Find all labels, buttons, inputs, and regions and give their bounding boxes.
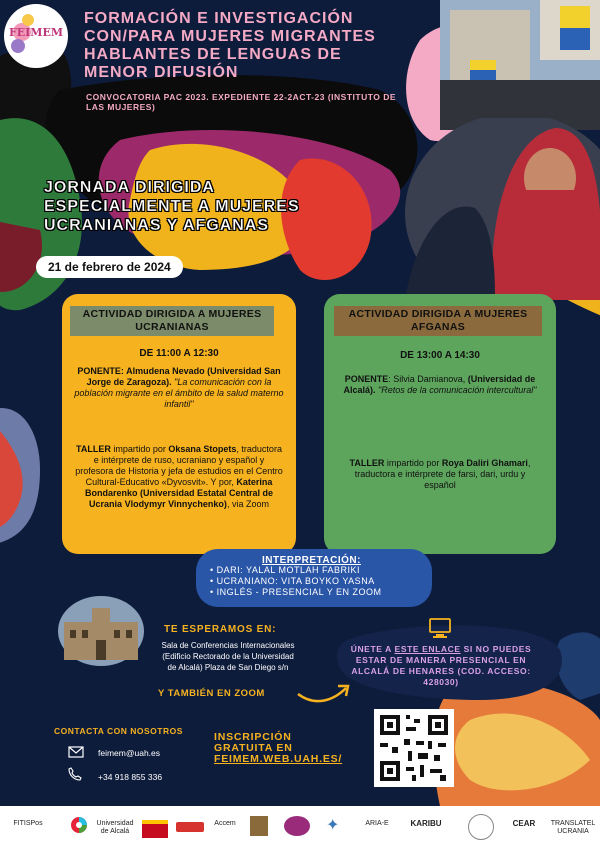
building-photo [58,596,144,666]
taller-person-2: Katerina Bondarenko (Universidad Estatal Central de Ucrania Vlodymyr Vinnychenko) [84,477,274,509]
registration-link[interactable]: FEIMEM.WEB.UAH.ES/ [214,753,343,765]
ponente-name: : Silvia Damianova, [388,374,468,384]
interpretation-box [196,549,432,607]
ponente-label: PONENTE [77,366,121,376]
activity-time: DE 11:00 A 12:30 [139,348,219,359]
zoom-note: Y TAMBIÉN EN ZOOM [158,688,265,699]
taller-label: TALLER [349,458,385,468]
zoom-link[interactable]: ESTE ENLACE [394,644,461,654]
logo-text: FEIMEM [8,26,64,39]
sdg-wheel-icon [70,816,88,834]
event-headline: JORNADA DIRIGIDA ESPECIALMENTE A MUJERES UCRANIANAS Y AFGANAS [44,179,300,234]
partner-logo [250,816,268,836]
activity-time: DE 13:00 A 14:30 [400,350,480,361]
venue-heading: TE ESPERAMOS EN: [164,624,277,635]
phone-icon [68,767,82,781]
sponsor-logo: Universidad de Alcalá [96,820,134,835]
taller-desc: , traductora e intérprete de farsi, dari, urdu y español [354,458,531,490]
venue-address: Sala de Conferencias Internacionales (Edificio Rectorado de la Universidad de Alcalá) Plaza de San Diego s/n [161,641,295,672]
taller-block [74,444,284,510]
sponsor-logo: Accem [214,820,236,827]
activity-card-afghanistan [324,294,556,554]
sponsor-logo: TRANSLATEL UCRANIA [550,820,596,835]
sponsor-logo: KARIBU [410,819,442,828]
partner-logo [284,816,310,836]
sponsor-logo: CEAR [512,819,536,828]
star-logo: ✦ [326,817,340,834]
contact-phone[interactable]: +34 918 855 336 [98,772,163,782]
ponente-name: : Almudena Nevado (Universidad San Jorge de Zaragoza). [86,366,281,387]
online-access-text: ÚNETE A ESTE ENLACE SI NO PUEDES ESTAR DE MANERA PRESENCIAL EN ALCALÁ DE HENARES (COD. ACCESO: 428030) [350,644,532,687]
interpretation-item: • INGLÉS - PRESENCIAL Y EN ZOOM [210,587,382,597]
partner-seal [468,814,494,840]
taller-desc: , traductora e intérprete de ruso, ucraniano y español y profesora de Historia y jefa de estudios en el Centro Cultural-Educativo «Dyvosvit». Y por, [75,444,283,487]
interpretation-item: • UCRANIANO: VITA BOYKO YASNA [210,576,375,586]
contact-email[interactable]: feimem@uah.es [98,748,161,758]
talk-title: "Retos de la comunicación intercultural" [375,385,537,395]
spain-gov-logo [142,820,168,838]
protest-photo [440,0,600,130]
contact-heading: CONTACTA CON NOSOTROS [54,726,183,736]
event-date: 21 de febrero de 2024 [36,256,183,278]
sponsor-logo: FITISPos [13,820,43,827]
afghan-woman-photo [405,118,600,300]
feimem-logo [4,4,68,68]
taller-pre: impartido por [384,458,442,468]
ponente-affil: (Universidad de Alcalá). [343,374,536,395]
activity-card-ukraine [62,294,296,554]
email-icon [68,746,84,758]
qr-code[interactable] [374,709,454,787]
taller-person-1: Oksana Stopets [168,444,237,454]
sponsor-logo: ARIA-E [365,820,389,827]
page-subtitle: CONVOCATORIA PAC 2023. EXPEDIENTE 22-2ACT-23 (INSTITUTO DE LAS MUJERES) [86,92,397,112]
ponente-block [340,374,540,396]
computer-icon [428,617,452,639]
taller-label: TALLER [76,444,111,454]
page-title: FORMACIÓN E INVESTIGACIÓN CON/PARA MUJERES MIGRANTES HABLANTES DE LENGUAS DE MENOR DIFUSIÓN [84,10,376,81]
ponente-block [74,366,284,410]
taller-block [340,458,540,491]
interpretation-heading: INTERPRETACIÓN: [262,555,361,566]
taller-end: , via Zoom [226,499,269,509]
activity-title: ACTIVIDAD DIRIGIDA A MUJERES AFGANAS [334,306,542,336]
taller-pre: impartido por [110,444,169,454]
taller-person: Roya Daliri Ghamari [441,458,528,468]
interpretation-item: • DARI: YALAL MOTLAH FABRIKI [210,565,361,575]
sponsor-footer [0,806,600,849]
talk-title: "La comunicación con la población migrante en el ámbito de la salud materno infantil" [74,377,284,409]
registration-text: INSCRIPCIÓN GRATUITA EN FEIMEM.WEB.UAH.ES/ [214,731,343,765]
ponente-label: PONENTE [344,374,389,384]
interpretation-list [210,565,382,598]
activity-title: ACTIVIDAD DIRIGIDA A MUJERES UCRANIANAS [70,306,274,336]
ministerio-logo [176,822,204,832]
